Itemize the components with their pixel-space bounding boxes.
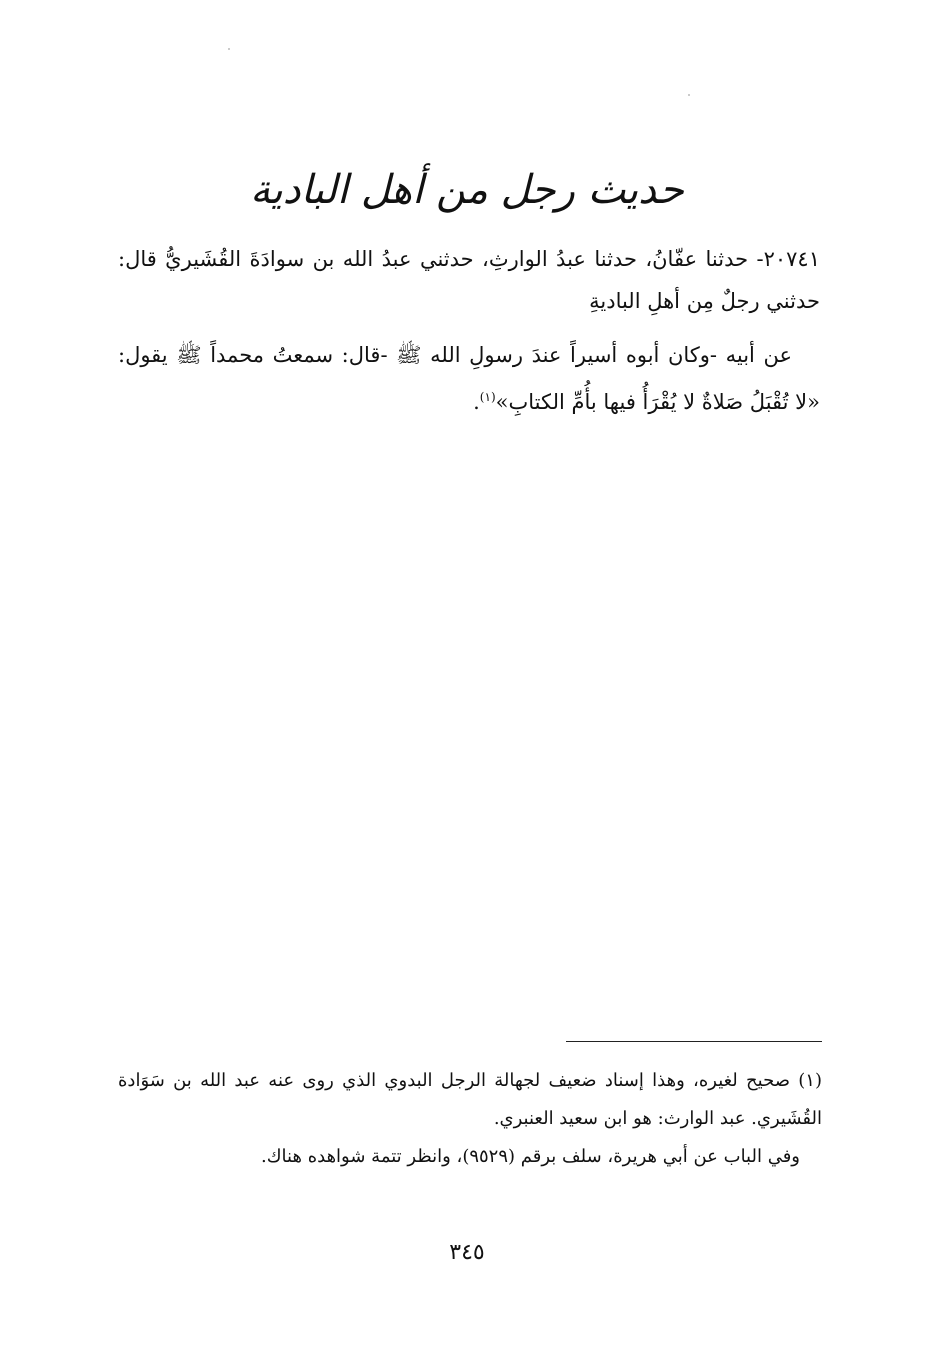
footnote-1: (١) صحيح لغيره، وهذا إسناد ضعيف لجهالة الرجل البدوي الذي روى عنه عبد الله بن سَوَادة القُشَيري. عبد الوارث: هو ابن سعيد العنبري. (118, 1070, 822, 1129)
hadith-matn (118, 334, 820, 423)
hadith-isnad: ٢٠٧٤١- حدثنا عفّانُ، حدثنا عبدُ الوارثِ، حدثني عبدُ الله بن سوادَةَ القُشَيريُّ قال: حدثني رجلٌ مِن أهلِ الباديةِ (118, 247, 820, 313)
scan-speck (688, 94, 690, 96)
section-title: حديث رجل من أهل البادية (250, 167, 684, 213)
hadith-matn-text: عن أبيه -وكان أبوه أسيراً عندَ رسولِ الله ﷺ -قال: سمعتُ محمداً ﷺ يقول: «لا تُقْبَلُ صَلاةٌ لا يُقْرَأُ فيها بأُمِّ الكتابِ» (118, 343, 820, 414)
hadith-end-mark: . (473, 390, 480, 414)
page-number: ٣٤٥ (449, 1240, 485, 1265)
footnote-1-continued: وفي الباب عن أبي هريرة، سلف برقم (٩٥٢٩)، وانظر تتمة شواهده هناك. (261, 1146, 800, 1167)
scan-speck (228, 48, 230, 50)
footnote-separator (566, 1041, 822, 1042)
footnote-reference[interactable]: (١) (479, 390, 496, 404)
footnotes (118, 1062, 822, 1176)
hadith-text (118, 238, 820, 423)
